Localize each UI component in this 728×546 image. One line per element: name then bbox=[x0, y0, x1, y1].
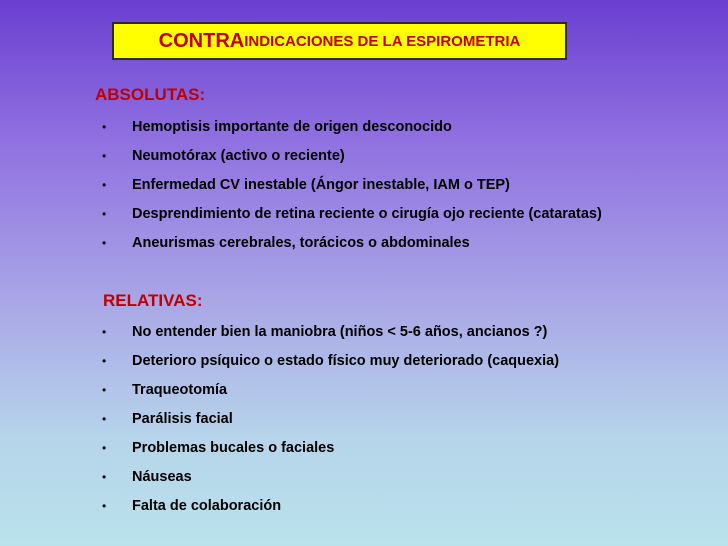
list-item-text: Deterioro psíquico o estado físico muy deteriorado (caquexia) bbox=[132, 353, 560, 369]
bullet-icon: • bbox=[102, 354, 107, 368]
bullet-icon: • bbox=[102, 178, 107, 192]
list-item-text: No entender bien la maniobra (niños < 5-6 años, ancianos ?) bbox=[132, 324, 548, 340]
bullet-icon: • bbox=[102, 412, 107, 426]
slide-title bbox=[112, 22, 567, 60]
list-item-text: Problemas bucales o faciales bbox=[132, 440, 335, 456]
list-item-text: Neumotórax (activo o reciente) bbox=[132, 148, 345, 164]
bullet-icon: • bbox=[102, 207, 107, 221]
bullet-icon: • bbox=[102, 499, 107, 513]
title-part-indicaciones: INDICACIONES DE LA ESPIROMETRIA bbox=[244, 32, 521, 50]
list-item-text: Parálisis facial bbox=[132, 411, 233, 427]
list-item-text: Hemoptisis importante de origen desconocido bbox=[132, 119, 452, 135]
list-item-text: Enfermedad CV inestable (Ángor inestable, IAM o TEP) bbox=[132, 177, 510, 193]
bullet-icon: • bbox=[102, 120, 107, 134]
list-item-text: Falta de colaboración bbox=[132, 498, 282, 514]
bullet-icon: • bbox=[102, 441, 107, 455]
bullet-icon: • bbox=[102, 149, 107, 163]
bullet-icon: • bbox=[102, 470, 107, 484]
heading-relativas: RELATIVAS: bbox=[103, 291, 203, 310]
title-part-contra: CONTRA bbox=[158, 29, 245, 52]
list-item-text: Náuseas bbox=[132, 469, 192, 485]
bullet-icon: • bbox=[102, 383, 107, 397]
bullet-icon: • bbox=[102, 236, 107, 250]
list-item-text: Aneurismas cerebrales, torácicos o abdominales bbox=[132, 235, 470, 251]
bullet-icon: • bbox=[102, 325, 107, 339]
list-item-text: Traqueotomía bbox=[132, 382, 228, 398]
heading-absolutas: ABSOLUTAS: bbox=[95, 85, 206, 104]
list-item-text: Desprendimiento de retina reciente o cirugía ojo reciente (cataratas) bbox=[132, 206, 602, 222]
